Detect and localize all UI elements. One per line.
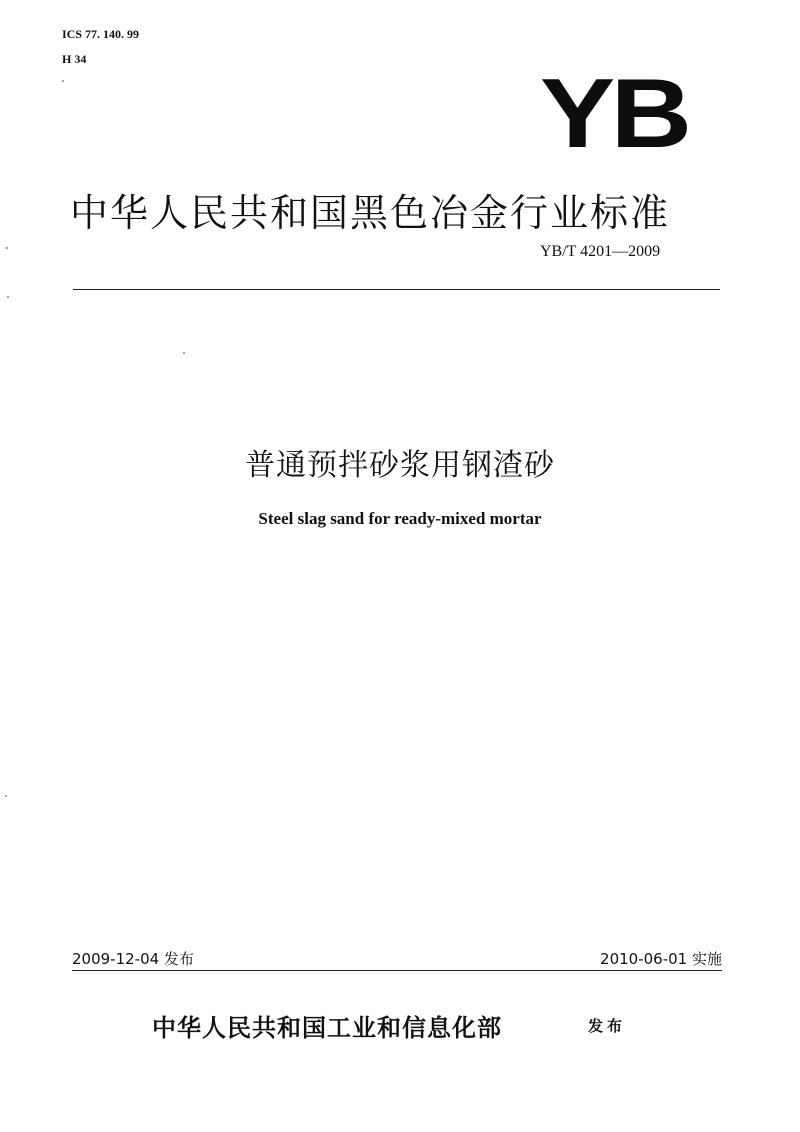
issue-date: 2009-12-04 发布 (72, 950, 194, 968)
scan-speck (6, 247, 8, 249)
document-title-chinese: 普通预拌砂浆用钢渣砂 (245, 448, 555, 483)
scan-speck (62, 80, 64, 82)
scan-speck (7, 296, 9, 298)
classification-code: H 34 (62, 52, 87, 66)
document-title-english: Steel slag sand for ready-mixed mortar (258, 509, 542, 528)
scan-speck (5, 795, 7, 797)
industry-standard-title: 中华人民共和国黑色冶金行业标准 (70, 191, 671, 235)
issuing-authority: 中华人民共和国工业和信息化部 (152, 1014, 502, 1042)
top-divider (73, 289, 720, 290)
implementation-date: 2010-06-01 实施 (600, 950, 722, 968)
yb-logo: YB (540, 58, 688, 168)
ics-code: ICS 77. 140. 99 (62, 27, 140, 41)
scan-speck (183, 352, 185, 354)
standard-number: YB/T 4201—2009 (540, 243, 661, 260)
issuer-suffix: 发布 (588, 1017, 627, 1035)
bottom-divider (72, 970, 722, 971)
